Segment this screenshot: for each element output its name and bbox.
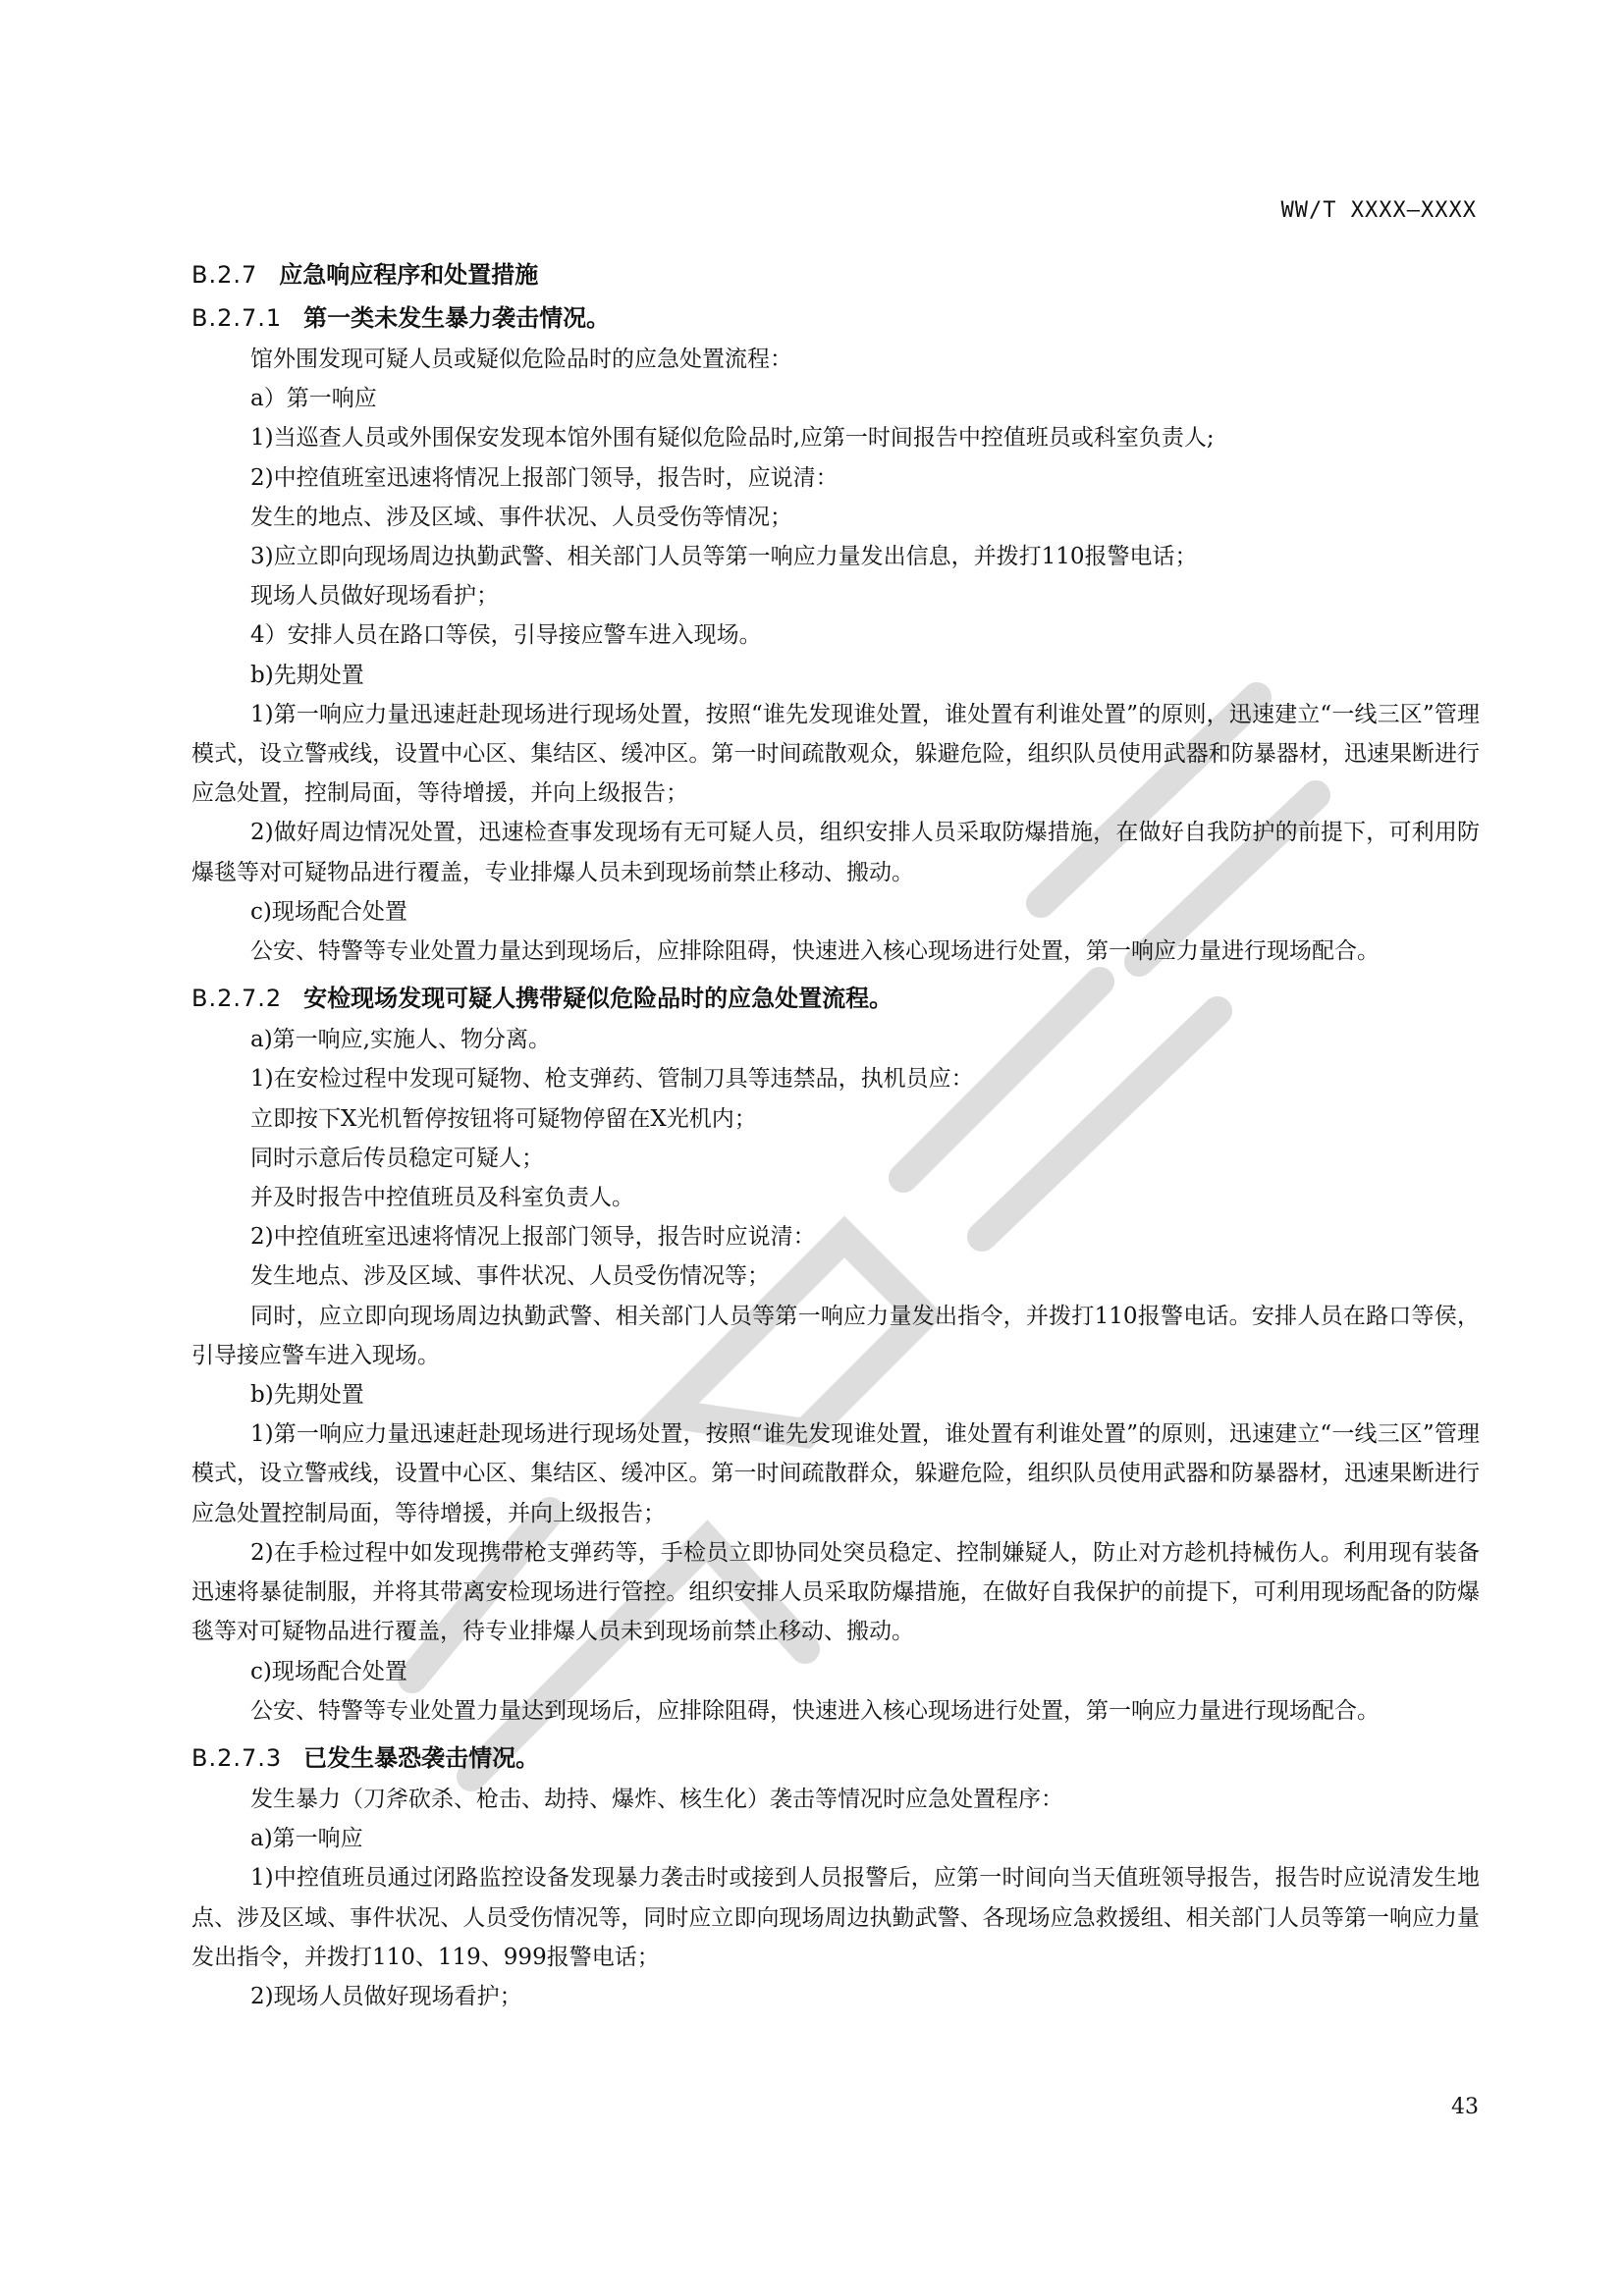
paragraph: 发生暴力（刀斧砍杀、枪击、劫持、爆炸、核生化）袭击等情况时应急处置程序：: [250, 1786, 1063, 1812]
paragraph: 同时示意后传员稳定可疑人；: [250, 1145, 544, 1171]
paragraph: 2)中控值班室迅速将情况上报部门领导，报告时，应说清：: [250, 464, 839, 491]
section-number: B.2.7.3: [191, 1743, 283, 1772]
section-number: B.2.7: [191, 261, 258, 289]
paragraph: a)第一响应,实施人、物分离。: [250, 1027, 551, 1053]
paragraph: 现场人员做好现场看护；: [250, 583, 499, 610]
section-title: 应急响应程序和处置措施: [279, 261, 539, 289]
paragraph: 公安、特警等专业处置力量达到现场后，应排除阻碍，快速进入核心现场进行处置，第一响应力量进行现场配合。: [250, 938, 1380, 965]
paragraph: 立即按下X光机暂停按钮将可疑物停留在X光机内；: [250, 1105, 757, 1132]
paragraph: 发生的地点、涉及区域、事件状况、人员受伤等情况；: [250, 504, 792, 530]
paragraph: 1)第一响应力量迅速赶赴现场进行现场处置，按照“谁先发现谁处置，谁处置有利谁处置”的原则，迅速建立“一线三区”管理模式，设立警戒线，设置中心区、集结区、缓冲区。第一时间疏散群众，躲避危险，组织队员使用武器和防暴器材，迅速果断进行应急处置控制局面，等待增援，并向上级报告；: [191, 1421, 1480, 1526]
paragraph: 4）安排人员在路口等侯，引导接应警车进入现场。: [250, 622, 762, 649]
section-title: 安检现场发现可疑人携带疑似危险品时的应急处置流程。: [303, 985, 893, 1013]
section-title: 第一类未发生暴力袭击情况。: [303, 304, 611, 332]
paragraph: 2)中控值班室迅速将情况上报部门领导，报告时应说清：: [250, 1224, 816, 1251]
paragraph: 同时，应立即向现场周边执勤武警、相关部门人员等第一响应力量发出指令，并拨打110报警电话。安排人员在路口等侯，引导接应警车进入现场。: [191, 1303, 1480, 1368]
section-heading: [191, 1736, 1480, 1780]
paragraph: 2)做好周边情况处置，迅速检查事发现场有无可疑人员，组织安排人员采取防爆措施，在做好自我防护的前提下，可利用防爆毯等对可疑物品进行覆盖，专业排爆人员未到现场前禁止移动、搬动。: [191, 820, 1480, 885]
section-heading: [191, 253, 1480, 296]
paragraph: a)第一响应: [250, 1826, 363, 1852]
paragraph: b)先期处置: [250, 662, 364, 688]
paragraph: 1)当巡查人员或外围保安发现本馆外围有疑似危险品时,应第一时间报告中控值班员或科室负责人;: [250, 425, 1215, 452]
page-number: 43: [1451, 2095, 1479, 2119]
paragraph: b)先期处置: [250, 1382, 364, 1409]
paragraph: 发生地点、涉及区域、事件状况、人员受伤情况等；: [250, 1263, 770, 1290]
paragraph: 公安、特警等专业处置力量达到现场后，应排除阻碍，快速进入核心现场进行处置，第一响应力量进行现场配合。: [250, 1697, 1380, 1724]
paragraph: 1)在安检过程中发现可疑物、枪支弹药、管制刀具等违禁品，执机员应：: [250, 1066, 974, 1093]
section-title: 已发生暴恐袭击情况。: [303, 1743, 540, 1772]
paragraph: 并及时报告中控值班员及科室负责人。: [250, 1185, 634, 1211]
section-heading: [191, 977, 1480, 1020]
paragraph: c)现场配合处置: [250, 898, 407, 925]
paragraph: 3)应立即向现场周边执勤武警、相关部门人员等第一响应力量发出信息，并拨打110报警电话；: [250, 544, 1198, 570]
document-body: [191, 253, 1480, 2022]
paragraph: a）第一响应: [250, 386, 377, 412]
section-heading: [191, 296, 1480, 340]
section-number: B.2.7.1: [191, 304, 283, 332]
paragraph: 2)在手检过程中如发现携带枪支弹药等，手检员立即协同处突员稳定、控制嫌疑人，防止对方趁机持械伤人。利用现有装备迅速将暴徒制服，并将其带离安检现场进行管控。组织安排人员采取防爆措施，在做好自我保护的前提下，可利用现场配备的防爆毯等对可疑物品进行覆盖，待专业排爆人员未到现场前禁止移动、搬动。: [191, 1539, 1480, 1645]
paragraph: 馆外围发现可疑人员或疑似危险品时的应急处置流程：: [250, 347, 792, 372]
section-number: B.2.7.2: [191, 985, 283, 1013]
paragraph: 2)现场人员做好现场看护；: [250, 1983, 522, 2009]
paragraph: 1)第一响应力量迅速赶赴现场进行现场处置，按照“谁先发现谁处置，谁处置有利谁处置”的原则，迅速建立“一线三区”管理模式，设立警戒线，设置中心区、集结区、缓冲区。第一时间疏散观众，躲避危险，组织队员使用武器和防暴器材，迅速果断进行应急处置，控制局面，等待增援，并向上级报告；: [191, 701, 1480, 807]
paragraph: 1)中控值班员通过闭路监控设备发现暴力袭击时或接到人员报警后，应第一时间向当天值班领导报告，报告时应说清发生地点、涉及区域、事件状况、人员受伤情况等，同时应立即向现场周边执勤武警、各现场应急救援组、相关部门人员等第一响应力量发出指令，并拨打110、119、999报警电话；: [191, 1865, 1480, 1970]
standard-code: WW/T XXXX—XXXX: [1280, 198, 1477, 223]
paragraph: c)现场配合处置: [250, 1658, 407, 1684]
